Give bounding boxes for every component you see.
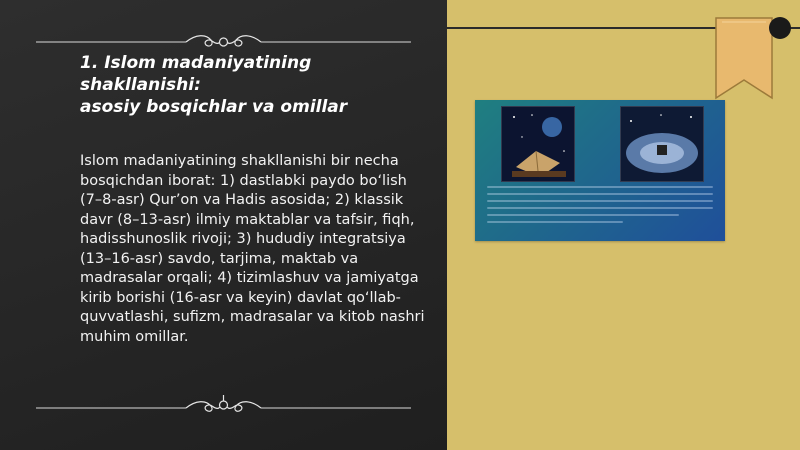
illustration-card [475,100,725,241]
ribbon-bookmark-icon [714,16,774,100]
top-ornament-divider-icon [36,30,411,54]
mosque-crowd-image [620,106,704,182]
caption-text-placeholder [487,186,713,228]
title-line-2: asosiy bosqichlar va omillar [80,97,348,117]
pin-dot-icon [769,17,791,39]
quran-book-image [501,106,575,182]
title-line-1: 1. Islom madaniyatining shakllanishi: [80,53,312,95]
body-paragraph: Islom madaniyatining shakllanishi bir necha bosqichdan iborat: 1) dastlabki paydo bo‘lish (7–8-asr) Qur’on va Hadis asosida; 2) klassik davr (8–13-asr) ilmiy maktablar va tafsir, fiqh, hadisshunoslik rivoji; 3) hududiy integratsiya (13–16-asr) savdo, tarjima, maktab va madrasalar orqali; 4) tizimlashuv va jamiyatga kirib borishi (16-asr va keyin) davlat qo‘llab-quvvatlashi, sufizm, madrasalar va kitob nashri muhim omillar. [80,153,425,345]
bottom-ornament-divider-icon [36,390,411,414]
slide-title [80,52,425,118]
